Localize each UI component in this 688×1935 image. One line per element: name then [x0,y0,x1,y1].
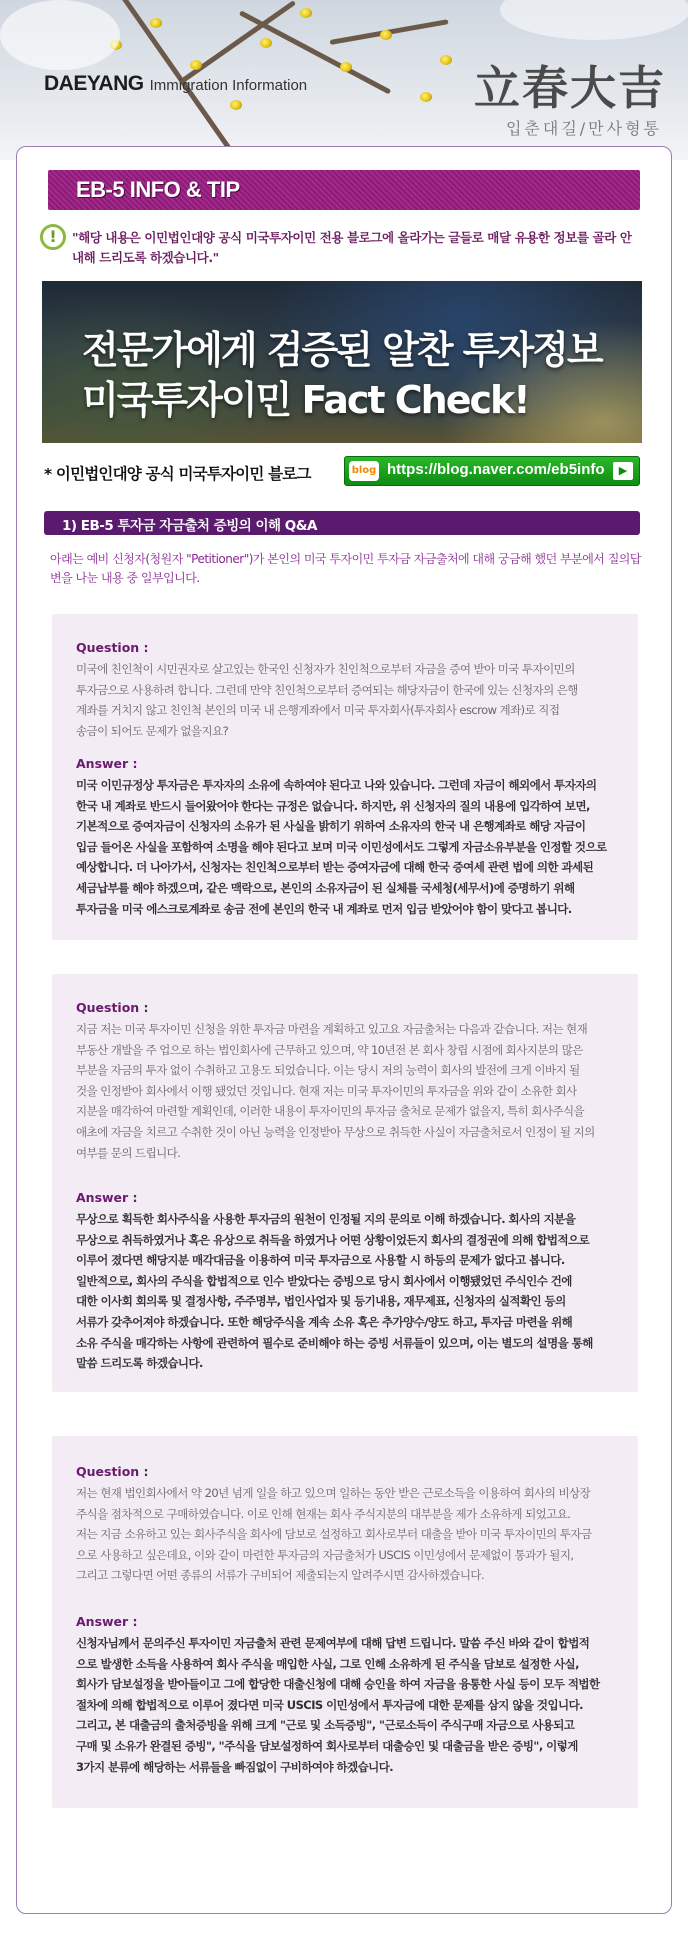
blog-icon: blog [349,461,379,481]
notice-text: "해당 내용은 이민법인대양 공식 미국투자이민 전용 블로그에 올라가는 글들로 매달 유용한 정보를 골라 안내해 드리도록 하겠습니다." [72,230,632,265]
blog-row [44,456,644,490]
blog-label: * 이민법인대양 공식 미국투자이민 블로그 [44,465,311,483]
answer-text: 미국 이민규정상 투자금은 투자자의 소유에 속하여야 된다고 나와 있습니다. 그런데 자금이 해외에서 투자자의 한국 내 계좌로 반드시 들어왔어야 한다는 규정은 없습니다. 하지만, 위 신청자의 질의 내용에 입각하여 보면, 기본적으로 증여자금이 신청자의 소유가 된 사실을 밝히기 위하여 소유자의 한국 내 은행계좌로 해당 자금이 입금 들어온 사실을 포함하여 소명을 해야 된다고 보며 미국 이민성에서도 그렇게 자금소유부분을 인정할 것으로 예상합니다. 더 나아가서, 신청자는 친인척으로부터 받는 증여자금에 대해 한국 증여세 관련 법에 의한 과세된 세금납부를 해야 하겠으며, 같은 맥락으로, 본인의 소유자금이 된 실체를 국세청(세무서)에 증명하기 위해 투자금을 미국 에스크로계좌로 송금 전에 본인의 한국 내 계좌로 먼저 입금 받았어야 함이 맞다고 봅니다. [76,778,607,916]
question-label: Question : [76,1000,149,1015]
calligraphy-title: 立春大吉 [474,61,666,115]
blog-url[interactable]: https://blog.naver.com/eb5info [387,461,605,478]
hero-image [42,281,642,443]
hero-subheadline: 미국투자이민 Fact Check! [82,378,529,422]
question-text: 저는 현재 법인회사에서 약 20년 넘게 일을 하고 있으며 일하는 동안 받은 근로소득을 이용하여 회사의 비상장 주식을 점차적으로 구매하였습니다. 이로 인해 현재는 회사 주식지분의 대부분을 제가 소유하게 되었고요. 저는 지금 소유하고 있는 회사주식을 회사에 담보로 설정하고 회사로부터 대출을 받아 미국 투자이민의 투자금 으로 사용하고 싶은데요, 이와 같이 마련한 투자금의 자금출처가 USCIS 이민성에서 문제없이 통과가 될지, 그리고 그렇다면 어떤 종류의 서류가 구비되어 제출되는지 알려주시면 감사하겠습니다. [76,1486,592,1583]
question-text: 미국에 친인척이 시민권자로 살고있는 한국인 신청자가 친인척으로부터 자금을 증여 받아 미국 투자이민의 투자금으로 사용하려 합니다. 그런데 만약 친인척으로부터 증여되는 해당자금이 한국에 있는 신청자의 은행 계좌를 거치지 않고 친인척 본인의 미국 내 은행계좌에서 미국 투자회사(투자회사 escrow 계좌)로 직접 송금이 되어도 문제가 없을지요? [76,662,578,738]
qa-section-title: 1) EB-5 투자금 자금출처 증빙의 이해 Q&A [62,518,317,534]
answer-label: Answer : [76,1614,138,1629]
exclamation-icon: ! [40,224,66,250]
qa-item [52,974,638,1392]
blog-link-button[interactable] [344,456,640,486]
section-banner [48,170,640,210]
brand-subtitle: Immigration Information [149,77,308,94]
qa-item [52,614,638,940]
section-banner-title: EB-5 INFO & TIP [76,177,240,202]
brand-logo [44,72,307,96]
header-banner [0,0,688,160]
flower-bud-decoration [440,55,452,65]
flower-bud-decoration [340,62,352,72]
snow-decoration [0,0,120,70]
qa-intro: 아래는 예비 신청자(청원자 "Petitioner")가 본인의 미국 투자이민 투자금 자금출처에 대해 궁금해 했던 부분에서 질의답변을 나눈 내용 중 일부입니다. [50,552,641,585]
answer-label: Answer : [76,1190,138,1205]
flower-bud-decoration [420,92,432,102]
answer-text: 무상으로 획득한 회사주식을 사용한 투자금의 원천이 인정될 지의 문의로 이해 하겠습니다. 회사의 지분을 무상으로 취득하였거나 혹은 유상으로 취득을 하였거나 어떤 상황이었든지 회사의 결정권에 의해 합법적으로 이루어 졌다면 해당지분 매각대금을 이용하여 미국 투자금으로 사용할 시 하등의 문제가 없다고 봅니다. 일반적으로, 회사의 주식을 합법적으로 인수 받았다는 증빙으로 당시 회사에서 이행됐었던 주식인수 건에 대한 이사회 회의록 및 결정사항, 주주명부, 법인사업자 및 등기내용, 재무제표, 신청자의 실적확인 등의 서류가 갖추어져야 하겠습니다. 또한 해당주식을 계속 소유 혹은 추가양수/양도 하고, 투자금 마련을 위해 소유 주식을 매각하는 사항에 관련하여 필수로 준비해야 하는 증빙 서류들이 있으며, 이는 별도의 설명을 통해 말씀 드리도록 하겠습니다. [76,1212,593,1371]
question-text: 지금 저는 미국 투자이민 신청을 위한 투자금 마련을 계획하고 있고요 자금출처는 다음과 같습니다. 저는 현재 부동산 개발을 주 업으로 하는 법인회사에 근무하고 있으며, 약 10년전 본 회사 창립 시점에 회사지분의 많은 부분을 자금의 투자 없이 수취하고 고용도 되었습니다. 이는 당시 저의 능력이 회사의 발전에 크게 이바지 될 것을 인정받아 회사에서 이행 됐었던 것입니다. 현재 저는 미국 투자이민의 투자금을 위와 같이 소유한 회사 지분을 매각하여 마련할 계획인데, 이러한 내용이 투자이민의 투자금 출처로 문제가 없을지, 특히 회사주식을 애초에 자금을 치르고 수취한 것이 아닌 능력을 인정받아 무상으로 취득한 사실이 자금출처로서 인정이 될 지의 여부를 문의 드립니다. [76,1022,595,1160]
arrow-right-icon: ▶ [613,462,633,480]
answer-text: 신청자님께서 문의주신 투자이민 자금출처 관련 문제여부에 대해 답변 드립니다. 말씀 주신 바와 같이 합법적 으로 발생한 소득을 사용하여 회사 주식을 매입한 사실, 그로 인해 소유하게 된 주식을 담보로 설정한 사실, 회사가 담보설정을 받아들이고 그에 합당한 대출신청에 대해 승인을 하여 자금을 융통한 사실 등이 모두 적법한 절차에 의해 합법적으로 이루어 졌다면 미국 USCIS 이민성에서 투자금에 대한 문제를 삼지 않을 것입니다. 그리고, 본 대출금의 출처증빙을 위해 크게 "근로 및 소득증빙", "근로소득이 주식구매 자금으로 사용되고 구매 및 소유가 완결된 증빙", "주식을 담보설정하여 회사로부터 대출승인 및 대출금을 받은 증빙", 이렇게 3가지 분류에 해당하는 서류들을 빠짐없이 구비하여야 하겠습니다. [76,1636,600,1774]
brand-name: DAEYANG [44,72,144,95]
question-label: Question : [76,640,149,655]
snow-decoration [500,0,688,40]
qa-section-header [44,511,640,535]
calligraphy-subtitle: 입춘대길/만사형통 [505,119,662,138]
flower-bud-decoration [260,38,272,48]
flower-bud-decoration [230,100,242,110]
qa-item [52,1436,638,1808]
flower-bud-decoration [150,18,162,28]
flower-bud-decoration [380,30,392,40]
flower-bud-decoration [190,60,202,70]
hero-headline: 전문가에게 검증된 알찬 투자정보 [82,328,602,372]
answer-label: Answer : [76,756,138,771]
flower-bud-decoration [300,8,312,18]
question-label: Question : [76,1464,149,1479]
